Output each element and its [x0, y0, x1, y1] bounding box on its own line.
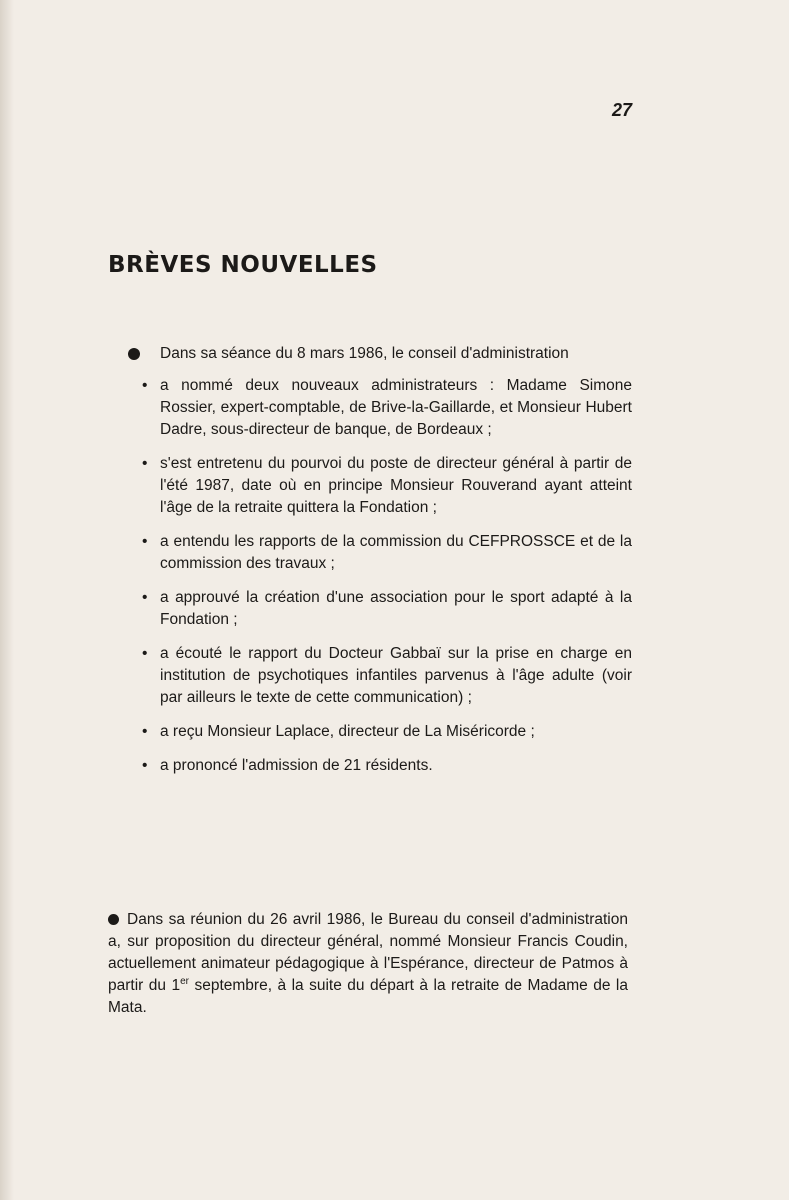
list-item	[128, 531, 632, 575]
page-number: 27	[612, 100, 633, 120]
bullet-icon: •	[142, 455, 148, 472]
bullet-icon: •	[142, 645, 148, 662]
news-item-intro: Dans sa séance du 8 mars 1986, le conseil d'administration	[160, 345, 569, 362]
news-item-bureau-meeting	[108, 909, 628, 1019]
bullet-icon: •	[142, 723, 148, 740]
superscript-ordinal: er	[180, 975, 190, 987]
bullet-dot-icon	[128, 348, 140, 360]
list-item-text: s'est entretenu du pourvoi du poste de directeur général à partir de l'été 1987, date où en principe Monsieur Rouverand ayant atteint l'âge de la retraite quittera la Fondation ;	[160, 455, 632, 516]
list-item	[128, 721, 632, 743]
list-item	[128, 587, 632, 631]
section-title: BRÈVES NOUVELLES	[108, 252, 378, 278]
list-item-text: a écouté le rapport du Docteur Gabbaï sur la prise en charge en institution de psychotiques infantiles parvenus à l'âge adulte (voir par ailleurs le texte de cette communication) ;	[160, 645, 632, 706]
list-item-text: a nommé deux nouveaux administrateurs : Madame Simone Rossier, expert-comptable, de Brive-la-Gaillarde, et Monsieur Hubert Dadre, sous-directeur de banque, de Bordeaux ;	[160, 377, 632, 438]
list-item-text: a reçu Monsieur Laplace, directeur de La Miséricorde ;	[160, 723, 535, 740]
list-item-text: a entendu les rapports de la commission du CEFPROSSCE et de la commission des travaux ;	[160, 533, 632, 572]
list-item	[128, 375, 632, 441]
bullet-icon: •	[142, 533, 148, 550]
list-item-text: a prononcé l'admission de 21 résidents.	[160, 757, 433, 774]
bullet-icon: •	[142, 377, 148, 394]
list-item-text: a approuvé la création d'une association pour le sport adapté à la Fondation ;	[160, 589, 632, 628]
news-item-text-end: septembre, à la suite du départ à la retraite de Madame de la Mata.	[108, 977, 628, 1016]
page-edge-shadow	[0, 0, 14, 1200]
bullet-icon: •	[142, 589, 148, 606]
list-item	[128, 453, 632, 519]
bullet-icon: •	[142, 757, 148, 774]
list-item	[128, 643, 632, 709]
news-item-board-meeting	[128, 343, 632, 789]
news-item-text: Dans sa réunion du 26 avril 1986, le Bureau du conseil d'administration a, sur proposition du directeur général, nommé Monsieur Francis Coudin, actuellement animateur pédagogique à l'Espérance, directeur de Patmos à partir du 1	[108, 911, 628, 994]
bullet-dot-icon	[108, 914, 119, 925]
decision-list	[128, 375, 632, 777]
list-item	[128, 755, 632, 777]
